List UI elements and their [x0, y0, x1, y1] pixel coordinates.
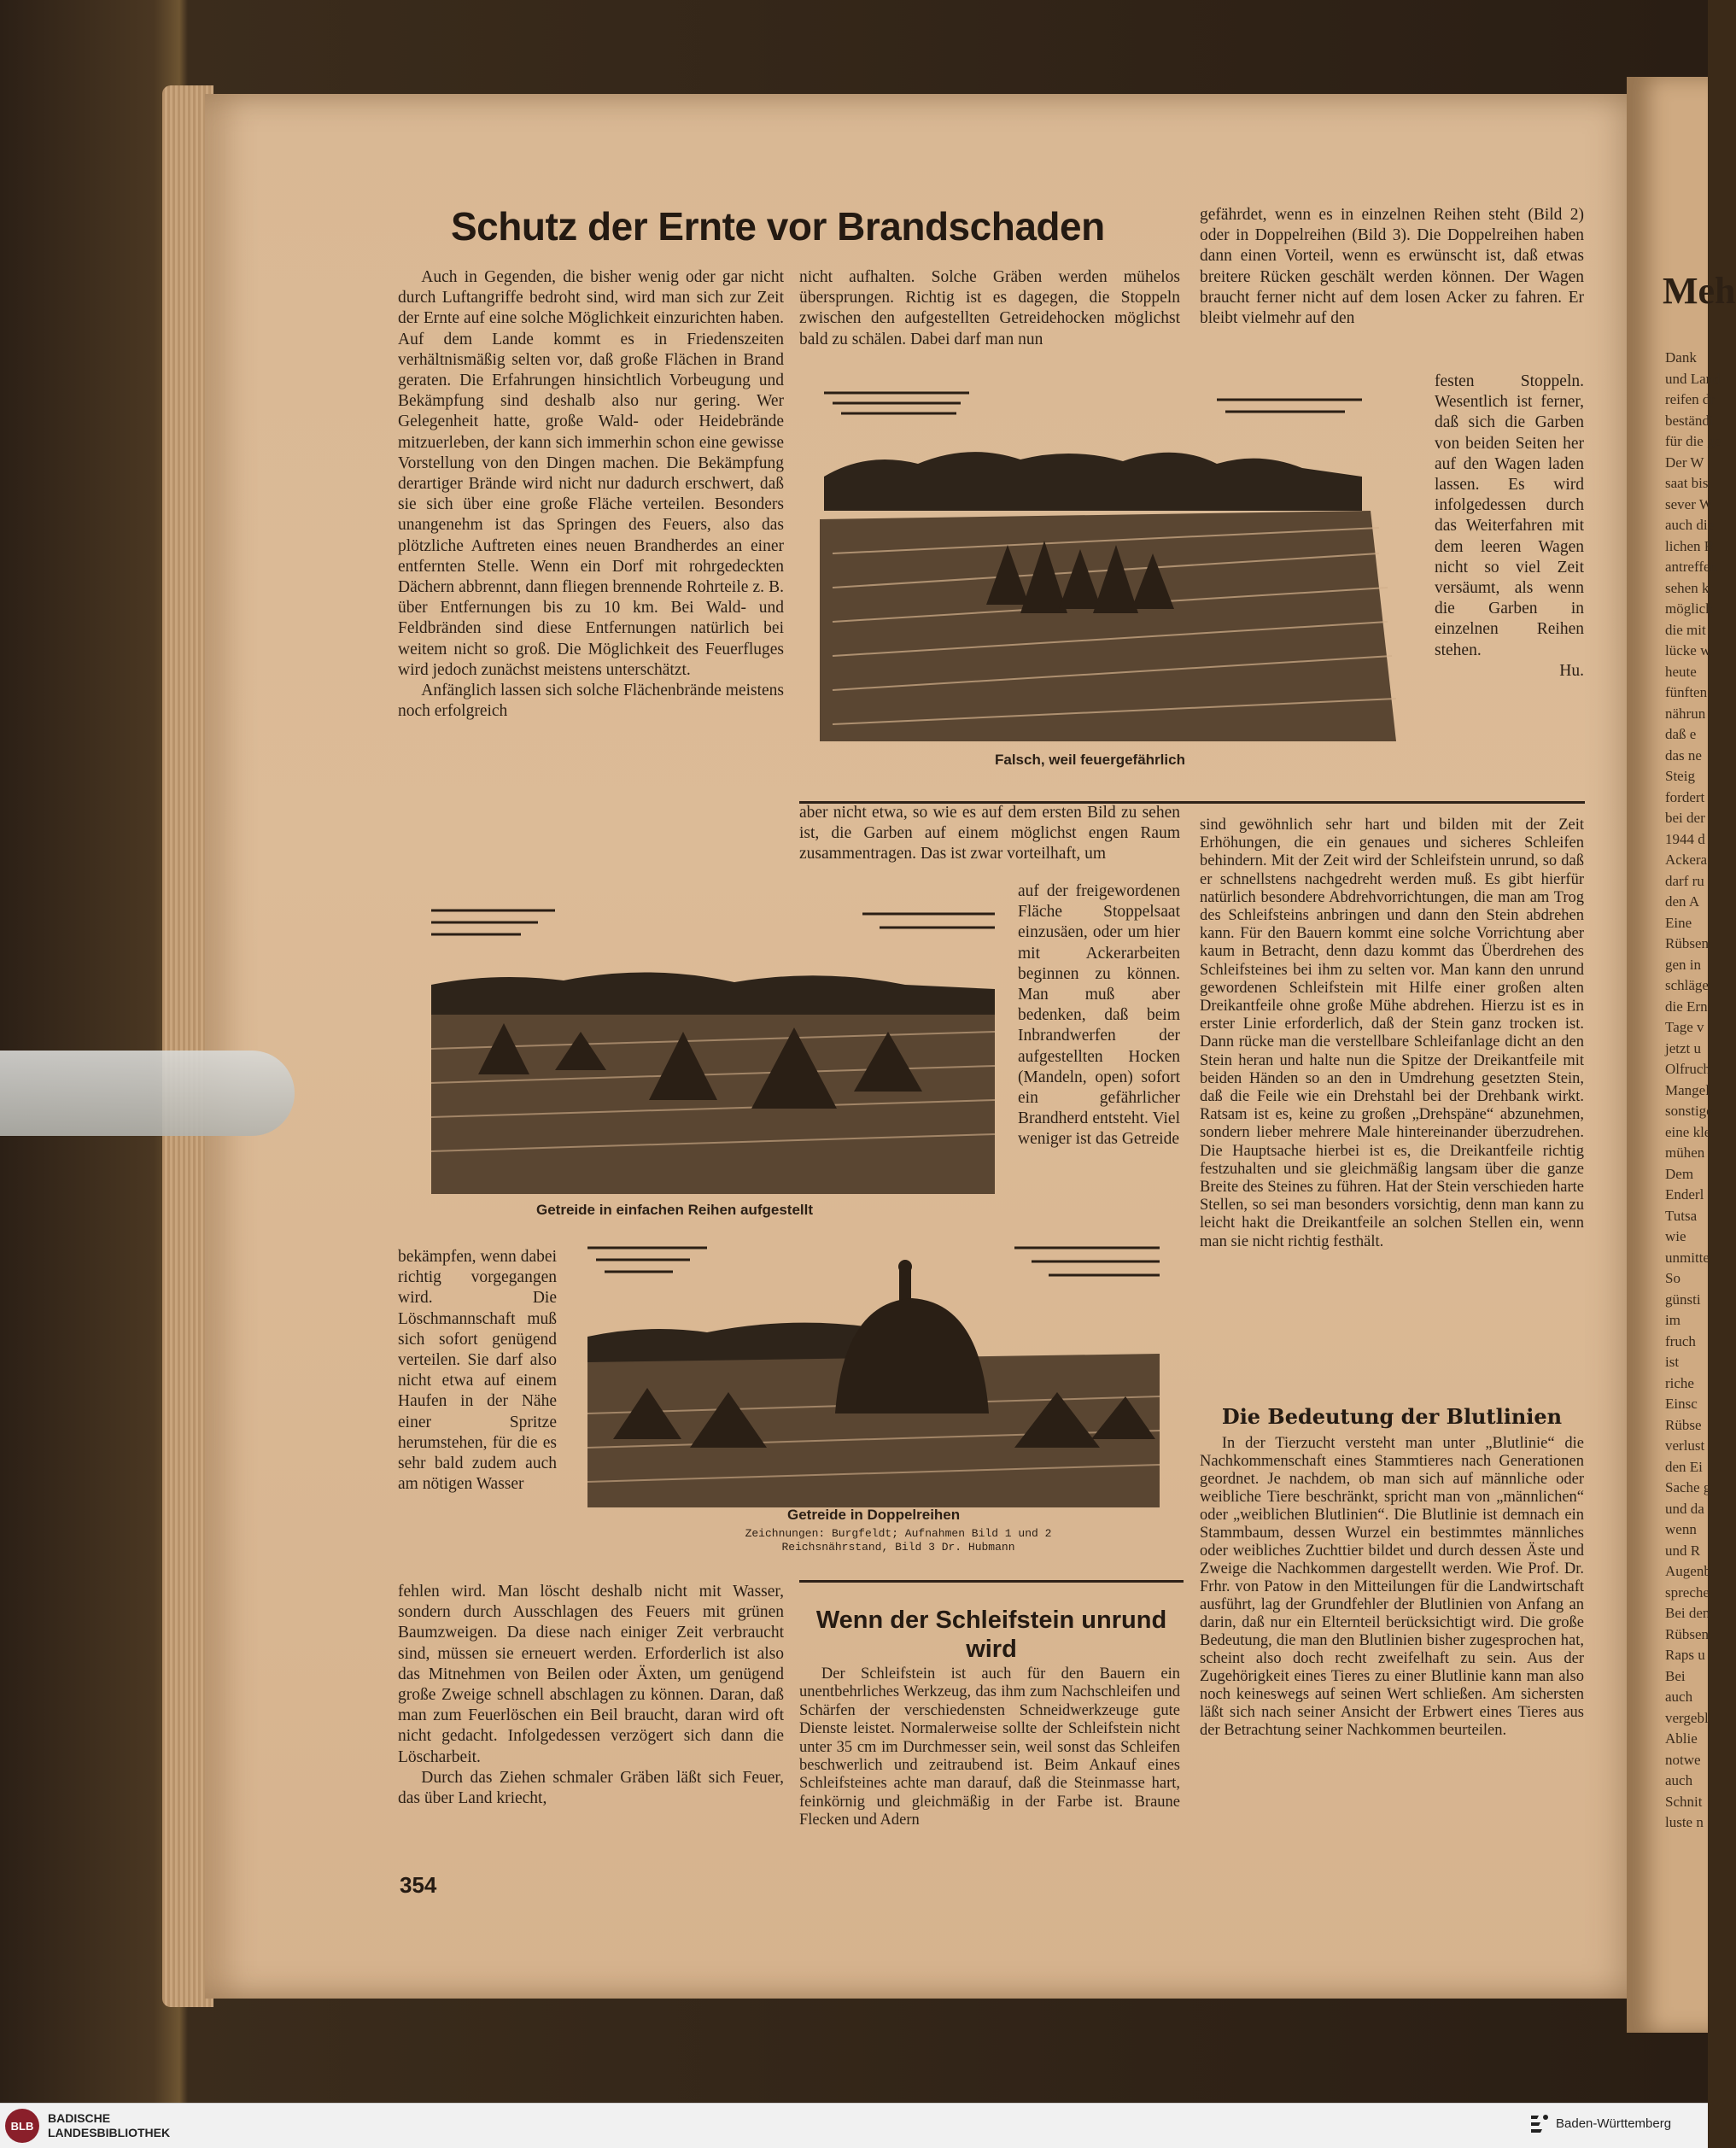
next-page-text-fragment: riche: [1665, 1374, 1694, 1391]
next-page-text-fragment: Rübsen: [1665, 935, 1709, 951]
paragraph: sind gewöhnlich sehr hart und bilden mit der Zeit Erhöhungen, die ein genaues und sicheres Schleifen behindern. Mit der Zeit wird der Schleifstein unrund, so daß er schnellstens nachgedreht werden muß. Es gibt hierfür natürlich besondere Abdrehvorrichtungen, die man am Trog des Schleifsteins anbringen und dann den Stein abdrehen kann. Für den Bauern kommt eine solche Vorrichtung aber kaum in Betracht, denn dazu kommt das Überdrehen des Schleifsteines bei ihm zu selten vor. Man kann den unrund gewordenen Schleifstein mit Hilfe einer großen alten Dreikantfeile ohne große Mühe abdrehen. Hierzu ist es in erster Linie erforderlich, daß der Stein ganz trocken ist. Dann rücke man die verstellbare Schleifanlage dicht an den Stein heran und halte nun die Spitze der Dreikantfeile mit beiden Händen so an den in Umdrehung gesetzten Stein, daß die Feile wie ein Drehstahl bei der Drehbank wirkt. Ratsam ist es, keine zu großen „Drehspäne“ abzunehmen, sondern lieber mehrere Male hintereinander überzudrehen. Die Hauptsache hierbei ist es, die Dreikantfeile richtig festzuhalten und sie gleichmäßig langsam über die ganze Breite des Steines zu führen. Hat der Stein verschieden harte Stellen, so sei man besonders vorsichtig, denn man kann zu leicht hakt die Dreikantfeile an solchen Stellen ein, wenn man sie nicht richtig festhält.: [1200, 816, 1584, 1250]
next-page-text-fragment: Tage v: [1665, 1019, 1704, 1035]
next-page-text-fragment: Sache g: [1665, 1479, 1711, 1495]
article-column-2b: [799, 803, 1180, 865]
next-page-text-fragment: nährun: [1665, 705, 1706, 722]
next-page-text-fragment: reifen dr: [1665, 391, 1716, 407]
next-page-text-fragment: unmitte: [1665, 1249, 1710, 1266]
article-column-schleifstein-b: [1200, 816, 1584, 1251]
next-page-text-fragment: für die ge: [1665, 433, 1721, 449]
page-number: 354: [400, 1872, 437, 1898]
next-page-text-fragment: eine kle: [1665, 1123, 1711, 1140]
next-page-text-fragment: günsti: [1665, 1291, 1701, 1308]
next-page-text-fragment: luste n: [1665, 1814, 1704, 1830]
next-page-text-fragment: und R: [1665, 1542, 1701, 1559]
next-page-text-fragment: beständi: [1665, 412, 1714, 429]
caption-illustration-3: Getreide in Doppelreihen: [787, 1507, 961, 1523]
next-page-text-fragment: jetzt u: [1665, 1039, 1702, 1056]
article-title: Schutz der Ernte vor Brandschaden: [451, 204, 1105, 249]
illustration-credits: Zeichnungen: Burgfeldt; Aufnahmen Bild 1 und 2 Reichsnährstand, Bild 3 Dr. Hubmann: [745, 1527, 1052, 1554]
next-page-text-fragment: im: [1665, 1312, 1680, 1328]
library-line-1: BADISCHE: [48, 2111, 111, 2125]
paragraph: Durch das Ziehen schmaler Gräben läßt sich Feuer, das über Land kriecht,: [398, 1768, 784, 1808]
next-page-text-fragment: auch: [1665, 1689, 1693, 1705]
illustration-doppelreihen: [587, 1243, 1160, 1507]
paragraph: bekämpfen, wenn dabei richtig vorgegangen wird. Die Löschmannschaft muß sich sofort genügend verteilen. Sie darf also nicht etwa auf einem Haufen in der Nähe einer Spritze herumstehen, für die es sehr bald zudem auch am nötigen Wasser: [398, 1248, 557, 1494]
next-page-text-fragment: wenn: [1665, 1521, 1697, 1537]
article-rule: [799, 1580, 1184, 1583]
next-page-text-fragment: den A: [1665, 893, 1700, 910]
article-column-2a: [799, 267, 1180, 350]
next-page-text-fragment: Bei den: [1665, 1605, 1710, 1621]
paragraph: In der Tierzucht versteht man unter „Blutlinie“ die Nachkommenschaft eines Stammtieres nach Generationen geordnet. Je nachdem, ob man sich auf männliche oder weibliche Tiere beschränkt, spricht man von „männlichen“ oder „weiblichen Blutlinien“. Die Blutlinie ist demnach ein Stammbaum, dessen Wurzel ein bestimmtes männliches oder weibliches Zuchttier bildet und durch dessen Äste und Zweige die Nachkommen dargestellt werden. Wie Prof. Dr. Frhr. von Patow in den Mitteilungen für die Landwirtschaft ausführt, lag der Grundfehler der Blutlinien von Anfang an darin, daß nur ein Elternteil berücksichtigt wird. Die große Bedeutung, die man den Blutlinien bisher zugesprochen hat, scheint also doch recht zweifelhaft zu sein. Aus der Zugehörigkeit eines Tieres zu einer Blutlinie kann man also noch keineswegs auf seinen Wert schließen. Am sichersten läßt sich nach seiner Ansicht der Erbwert eines Tieres aus der Betrachtung seiner Nachkommen beurteilen.: [1200, 1435, 1584, 1739]
page-clip-tab: [0, 1051, 295, 1136]
next-page-text-fragment: Bei: [1665, 1667, 1686, 1684]
signature: Hu.: [1559, 661, 1584, 680]
article-column-blutlinien: [1200, 1435, 1584, 1740]
next-page-text-fragment: 1944 d: [1665, 830, 1705, 847]
next-page-text-fragment: schläge: [1665, 977, 1709, 993]
next-page-text-fragment: Schnit: [1665, 1793, 1703, 1810]
next-page-text-fragment: möglich: [1665, 600, 1713, 617]
article-title-schleifstein: Wenn der Schleifstein unrund wird: [815, 1607, 1167, 1663]
next-page-text-fragment: Steig: [1665, 768, 1695, 784]
article-column-1a: [398, 267, 784, 722]
next-page-fragment: [1627, 77, 1736, 2033]
paragraph: aber nicht etwa, so wie es auf dem ersten Bild zu sehen ist, die Garben auf einem möglichst engen Raum zusammentragen. Das ist zwar vorteilhaft, um: [799, 804, 1180, 863]
next-page-text-fragment: Rübse: [1665, 1416, 1702, 1433]
article-column-1d: [398, 1582, 784, 1809]
next-page-text-fragment: sonstige: [1665, 1103, 1713, 1119]
paragraph: Der Schleifstein ist auch für den Bauern ein unentbehrliches Werkzeug, das ihm zum Nachschleifen und Schärfen der verschiedensten Schneidwerkzeuge gute Dienste leistet. Normalerweise sollte der Schleifstein nicht unter 35 cm im Durchmesser sein, weil sonst das Schleifen beschwerlich und zeitraubend ist. Beim Ankauf eines Schleifsteines achte man darauf, daß die Steinmasse hart, feinkörnig und gleichmäßig in der Farbe ist. Braune Flecken und Adern: [799, 1665, 1180, 1829]
next-page-text-fragment: wie: [1665, 1228, 1686, 1244]
next-page-text-fragment: sehen k: [1665, 579, 1710, 596]
next-page-text-fragment: spreche: [1665, 1583, 1710, 1601]
next-page-text-fragment: bei der: [1665, 810, 1705, 826]
caption-illustration-1: Falsch, weil feuergefährlich: [995, 752, 1185, 768]
next-page-text-fragment: auch die: [1665, 517, 1715, 533]
illustration-falsch: [815, 383, 1405, 741]
next-page-text-fragment: Einsc: [1665, 1396, 1698, 1412]
next-page-text-fragment: Dem: [1665, 1165, 1694, 1182]
next-page-text-fragment: die Ern: [1665, 998, 1708, 1015]
next-page-text-fragment: daß e: [1665, 726, 1697, 742]
next-page-text-fragment: darf ru: [1665, 872, 1704, 889]
next-page-text-fragment: Mangel: [1665, 1081, 1710, 1098]
next-page-text-fragment: Tutsa: [1665, 1207, 1698, 1224]
next-page-text-fragment: notwe: [1665, 1751, 1701, 1768]
paragraph: nicht aufhalten. Solche Gräben werden mühelos übersprungen. Richtig ist es dagegen, die Stoppeln zwischen den aufgestellten Getreidehocken möglichst bald zu schälen. Dabei darf man nun: [799, 268, 1180, 348]
next-page-text-fragment: Raps u: [1665, 1647, 1705, 1663]
next-page-text-fragment: und da: [1665, 1500, 1704, 1517]
next-page-text-fragment: die mit: [1665, 621, 1706, 638]
next-page-text-fragment: und Land: [1665, 370, 1721, 387]
next-page-text-fragment: ist: [1665, 1354, 1680, 1370]
next-page-text-fragment: sever W: [1665, 495, 1713, 512]
state-name[interactable]: Baden-Württemberg: [1556, 2116, 1672, 2131]
next-page-text-fragment: Eine: [1665, 914, 1692, 931]
state-coat-of-arms-icon: [1528, 2112, 1551, 2138]
article-column-schleifstein-a: [799, 1665, 1180, 1830]
paragraph: Auch in Gegenden, die bisher wenig oder gar nicht durch Luftangriffe bedroht sind, wird man sich zur Zeit der Ernte auf eine solche Möglichkeit einzurichten haben. Auf dem Lande kommt es in Friedenszeiten verhältnismäßig selten vor, daß große Flächen in Brand geraten. Die Erfahrungen hinsichtlich Vorbeugung und Bekämpfung sind deshalb also nur gering. Wer Gelegenheit hatte, große Wald- oder Heidebrände mitzuerleben, der kann sich immerhin schon eine gewisse Vorstellung von den Dingen machen. Die Bekämpfung derartiger Brände wird nicht nur dadurch erschwert, daß sie sich über eine große Fläche verteilen. Besonders unangenehm ist das Springen des Feuers, also das plötzliche Auftreten eines neuen Brandherdes an einer entfernten Stelle. Wenn ein Dorf mit rohrgedeckten Dächern abbrennt, dann fliegen brennende Rohrteile z. B. über Entfernungen bis zu 10 km. Bei Wald- und Feldbränden sind diese Entfernungen natürlich bei weitem nicht so groß. Die Möglichkeit des Feuerfluges wird jedoch zunächst meistens unterschätzt.: [398, 268, 784, 679]
next-page-text-fragment: Ablie: [1665, 1730, 1698, 1747]
next-page-text-fragment: heute: [1665, 663, 1697, 680]
next-page-text-fragment: antreffen: [1665, 559, 1718, 575]
article-title-blutlinien: Die Bedeutung der Blutlinien: [1221, 1404, 1563, 1429]
paragraph: fehlen wird. Man löscht deshalb nicht mit Wasser, sondern durch Ausschlagen des Feuers mit grünen Baumzweigen. Da diese nach einiger Zeit verbraucht sind, müssen sie erneuert werden. Erforderlich ist also das Mitnehmen von Beilen oder Äxten, um genügend große Zweige schnell abschlagen zu können. Daran, daß man zum Feuerlöschen ein Beil braucht, daran wird oft nicht gedacht. Infolgedessen verzögert sich dann die Löscharbeit.: [398, 1583, 784, 1766]
next-page-text-fragment: mühen: [1665, 1144, 1705, 1161]
next-page-text-fragment: Ackera: [1665, 852, 1708, 868]
next-page-text-fragment: saat bis: [1665, 475, 1709, 491]
next-page-text-fragment: So: [1665, 1270, 1680, 1286]
next-page-text-fragment: fruch: [1665, 1332, 1696, 1349]
next-page-text-fragment: verlust: [1665, 1437, 1705, 1454]
next-page-text-fragment: fünften: [1665, 684, 1708, 700]
paragraph: auf der freigewordenen Fläche Stoppelsaat einzusäen, oder um hier mit Ackerarbeiten beginnen zu können. Man muß aber bedenken, daß beim Inbrandwerfen der aufgestellten Hocken (Mandeln, open) sofort ein gefährlicher Brandherd entsteht. Viel weniger ist das Getreide: [1018, 882, 1180, 1149]
blb-logo-icon[interactable]: BLB: [5, 2109, 39, 2143]
next-page-text-fragment: auch: [1665, 1772, 1693, 1788]
next-page-heading: Meh: [1663, 270, 1736, 312]
next-page-text-fragment: fordert: [1665, 788, 1705, 805]
next-page-text-fragment: Dank: [1665, 349, 1697, 366]
next-page-text-fragment: vergebl: [1665, 1709, 1709, 1726]
next-page-text-fragment: Enderl: [1665, 1186, 1704, 1203]
next-page-text-fragment: Olfruch: [1665, 1061, 1710, 1077]
next-page-text-fragment: Rübsen: [1665, 1625, 1709, 1642]
footer-bar: [0, 2103, 1708, 2148]
next-page-text-fragment: Augenb: [1665, 1563, 1711, 1579]
article-column-2c: [1018, 881, 1180, 1150]
caption-illustration-2: Getreide in einfachen Reihen aufgestellt: [536, 1202, 814, 1218]
next-page-text-fragment: den Ei: [1665, 1458, 1703, 1475]
article-column-3a: [1200, 205, 1584, 329]
illustration-einfache-reihen: [427, 904, 999, 1194]
article-column-1c: [398, 1247, 557, 1495]
next-page-text-fragment: das ne: [1665, 746, 1702, 764]
next-page-text-fragment: Der W: [1665, 454, 1704, 471]
paragraph: Anfänglich lassen sich solche Flächenbrände meistens noch erfolgreich: [398, 682, 784, 721]
next-page-text-fragment: lücke w: [1665, 642, 1711, 658]
next-page-text-fragment: gen in: [1665, 956, 1702, 973]
library-line-2: LANDESBIBLIOTHEK: [48, 2126, 171, 2139]
paragraph: festen Stoppeln. Wesentlich ist ferner, daß sich die Garben von beiden Seiten her auf den Wagen laden lassen. Es wird infolgedessen durch das Weiterfahren mit dem leeren Wagen nicht so viel Zeit versäumt, als wenn die Garben in einzelnen Reihen stehen.: [1435, 372, 1584, 659]
article-column-3b: [1435, 372, 1584, 682]
library-name[interactable]: [48, 2111, 170, 2140]
paragraph: gefährdet, wenn es in einzelnen Reihen steht (Bild 2) oder in Doppelreihen (Bild 3). Die Doppelreihen haben dann einen Vorteil, wenn es erwünscht ist, daß etwas breitere Rücken geschält werden können. Der Wagen braucht ferner nicht auf dem losen Acker zu fahren. Er bleibt vielmehr auf den: [1200, 206, 1584, 328]
next-page-text-fragment: lichen R: [1665, 537, 1715, 554]
